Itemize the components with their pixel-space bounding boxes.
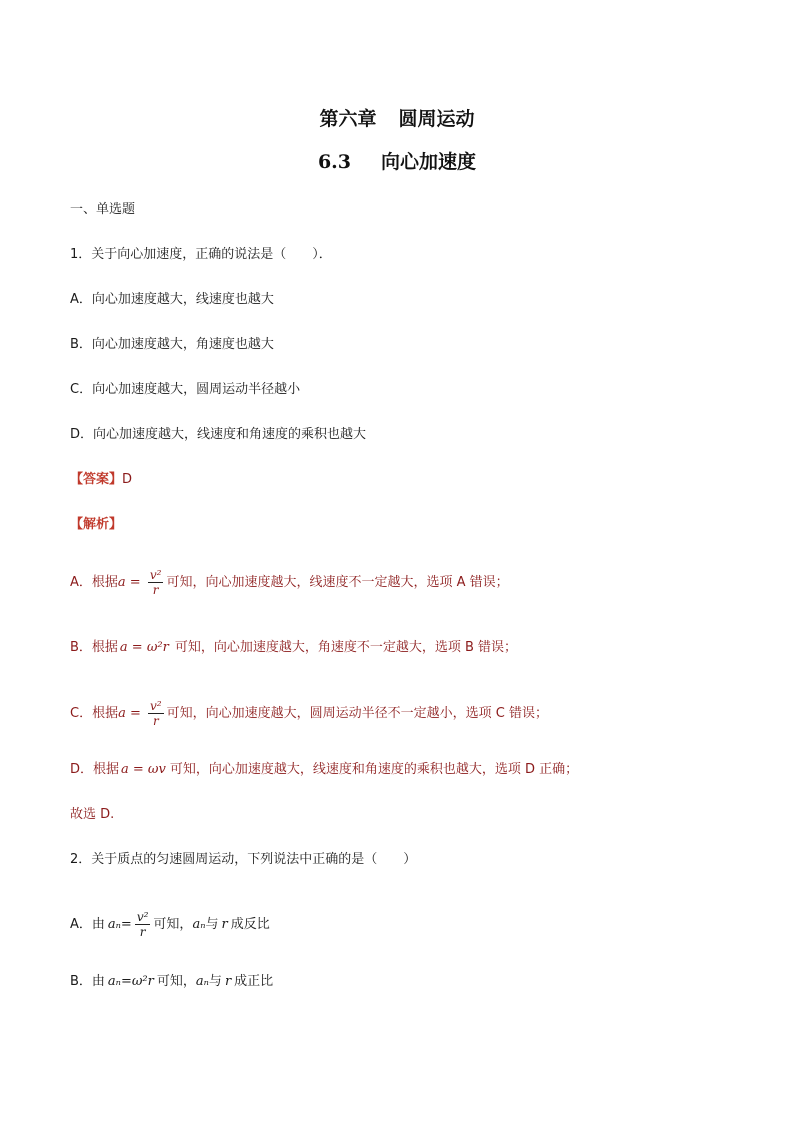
analysis-a-suffix: 可知，向心加速度越大，线速度不一定越大，选项 A 错误； xyxy=(166,575,509,590)
chapter-title xyxy=(0,104,794,131)
q2b-prefix: B．由 xyxy=(70,974,105,989)
analysis-c xyxy=(70,699,548,728)
q2a-var: aₙ xyxy=(192,917,206,932)
q2b-rel: 与 xyxy=(208,974,222,989)
q2-stem: 2．关于质点的匀速圆周运动，下列说法中正确的是（ ） xyxy=(70,852,417,867)
formula-d: a = ωv xyxy=(121,762,166,777)
q2a-mid: 可知， xyxy=(153,917,193,932)
fraction-numerator: v² xyxy=(136,910,149,924)
formula-c-var: a xyxy=(118,706,126,721)
q2b-var: aₙ xyxy=(195,974,209,989)
q1-option-d: D．向心加速度越大，线速度和角速度的乘积也越大 xyxy=(70,427,367,442)
q2b-mid: 可知， xyxy=(156,974,196,989)
fraction-denominator: r xyxy=(152,583,159,597)
analysis-d xyxy=(70,760,578,780)
section-title xyxy=(0,147,794,174)
analysis-b xyxy=(70,638,517,658)
analysis-b-prefix: B．根据 xyxy=(70,640,118,655)
q1-option-a: A．向心加速度越大，线速度也越大 xyxy=(70,292,274,307)
q1-option-b: B．向心加速度越大，角速度也越大 xyxy=(70,337,274,352)
analysis-b-suffix: 可知，向心加速度越大，角速度不一定越大，选项 B 错误； xyxy=(174,640,518,655)
fraction-numerator: v² xyxy=(150,699,162,713)
q1-option-c: C．向心加速度越大，圆周运动半径越小 xyxy=(70,382,301,397)
analysis-d-suffix: 可知，向心加速度越大，线速度和角速度的乘积也越大，选项 D 正确； xyxy=(169,762,579,777)
q2b-suffix: 成正比 xyxy=(234,974,274,989)
answer-label: 【答案】 xyxy=(70,472,123,487)
section-number: 6.3 xyxy=(317,151,352,173)
q2-option-a xyxy=(70,910,270,939)
formula-c-eq: = xyxy=(125,706,146,721)
q2-option-b xyxy=(70,972,273,992)
fraction-denominator: r xyxy=(152,714,159,728)
q2b-formula: aₙ=ω²r xyxy=(107,974,154,989)
analysis-d-prefix: D．根据 xyxy=(70,762,120,777)
analysis-c-suffix: 可知，向心加速度越大，圆周运动半径不一定越小，选项 C 错误； xyxy=(166,706,548,721)
q2a-lhs: aₙ= xyxy=(107,917,132,932)
section-name: 向心加速度 xyxy=(381,151,477,173)
answer-value: D xyxy=(122,472,133,487)
analysis-c-prefix: C．根据 xyxy=(70,706,119,721)
q2a-prefix: A．由 xyxy=(70,917,105,932)
q2a-r: r xyxy=(221,917,228,932)
q1-analysis-label xyxy=(70,515,122,535)
fraction-numerator: v² xyxy=(149,568,162,582)
section-heading: 一、单选题 xyxy=(70,202,136,217)
formula-b: a = ω²r xyxy=(119,640,169,655)
fraction-v2-over-r xyxy=(148,699,164,728)
q1-answer xyxy=(70,470,132,490)
analysis-a xyxy=(70,568,509,597)
fraction-v2-over-r xyxy=(148,568,164,597)
formula-a-var: a xyxy=(117,575,126,590)
formula-a-eq: = xyxy=(125,575,145,590)
q2b-r: r xyxy=(224,974,232,989)
q1-conclusion: 故选 D. xyxy=(70,807,115,822)
analysis-a-prefix: A．根据 xyxy=(70,575,118,590)
q2a-suffix: 成反比 xyxy=(230,917,270,932)
chapter-name: 圆周运动 xyxy=(398,108,475,130)
q2a-rel: 与 xyxy=(205,917,219,932)
fraction-denominator: r xyxy=(139,925,146,939)
chapter-number: 第六章 xyxy=(319,108,377,130)
q1-stem: 1．关于向心加速度，正确的说法是（ ）． xyxy=(70,247,332,262)
analysis-label: 【解析】 xyxy=(70,517,123,532)
fraction-v2-over-r xyxy=(135,910,151,939)
